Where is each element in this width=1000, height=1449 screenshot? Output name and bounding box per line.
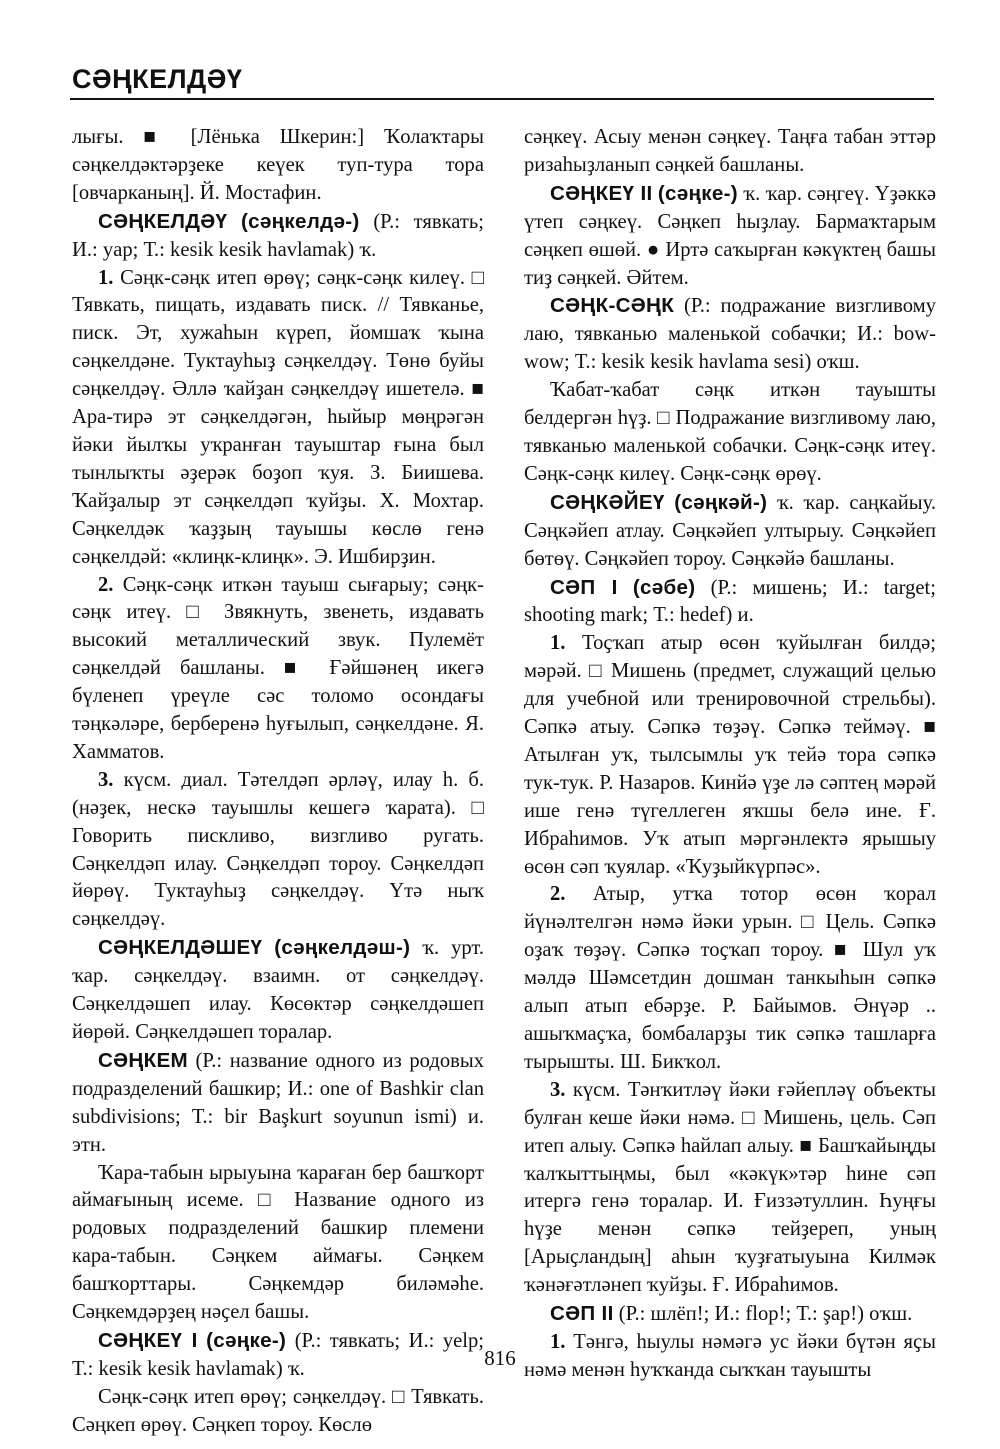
entry-text: (Р.: тявкать; И.: yelp; Т.: kesik kesik havlamak) ҡ. [72,1329,484,1380]
entry-text: (Р.: мишень; И.: target; shooting mark; Т.: hedef) и. [524,576,936,627]
entry-text: күсм. Тәнҡитләү йәки ғәйепләү объекты булған кеше йәки нәмә. □ Мишень, цель. Сәп итеп алыу. Сәпкә һайлап алыу. ■ Башҡайыңды ҡалҡыттыңмы, был «кәкүк»тәр һине сәп итергә генә торалар. И. Ғиззәтуллин. Һуңғы һүҙе менән сәпкә тейҙереп, уның [Арыҫландың] аһын ҡуҙғатыуына Килмәк ҡәнәғәтләнеп ҡуйҙы. Ғ. Ибраһимов. [524,1078,936,1297]
entry-text: сәңкеү. Асыу менән сәңкеү. Таңға табан эттәр ризаһыҙланып сәңкей башланы. [524,126,936,176]
entry-paragraph [524,630,936,881]
sense-number: 1. [550,632,566,655]
sense-number: 2. [98,573,114,596]
dictionary-entry [524,489,936,574]
entry-paragraph [72,767,484,934]
dictionary-entry [524,574,936,631]
headword: СӘҢК-СӘҢК [550,294,675,318]
dictionary-entry [72,934,484,1047]
sense-number: 1. [98,266,114,289]
entry-text: (Р.: подражание визгливому лаю, тявканью маленькой собачки; И.: bow-wow; Т.: kesik kesik havlama sesi) оҡш. [524,295,936,374]
page-number: 816 [484,1346,516,1370]
left-column [72,124,484,1440]
header-rule [70,98,934,100]
headword-form: (сәңкелдә-) [240,209,360,233]
entry-paragraph [524,124,936,180]
entry-text: ҡ. ҡар. саңкайыу. Сәңкәйеп атлау. Сәңкәйеп ултырыу. Сәңкәйеп бөтөү. Сәңкәйеп тороу. Сәңкәйә башланы. [524,491,936,570]
headword-form: (сәңке-) [206,1328,287,1352]
running-head: СӘҢКЕЛДӘҮ [72,64,243,94]
headword-form: (сәңкелдәш-) [274,936,411,960]
dictionary-entry [524,1300,936,1329]
dictionary-entry [524,292,936,377]
entry-text: лығы. ■ [Лёнька Шкерин:] Ҡолаҡтары сәңкелдәктәрҙеке кеүек туп-тура тора [овчарканың]. Й. Мостафин. [72,126,484,204]
entry-text: Сәңк-сәңк итеп өрөү; сәңкелдәү. □ Тявкать. Сәңкеп өрөү. Сәңкеп тороу. Көслө [72,1385,484,1436]
headword: СӘҢКӘЙЕҮ [550,490,665,514]
sense-number: 3. [98,768,114,791]
headword: СӘҢКЕЛДӘШЕҮ [98,936,263,960]
headword: СӘҢКЕМ [98,1048,188,1072]
entry-text: Сәңк-сәңк итеп өрөү; сәңк-сәңк килеү. □ Тявкать, пищать, издавать писк. // Тявканье, писк. Эт, хужаһын күреп, йомшаҡ ҡына сәңкелдәне. Туктауһыҙ сәңкелдәү. Төнө буйы сәңкелдәү. Әллә ҡайҙан сәңкелдәү ишетелә. ■ Ара-тирә эт сәңкелдәгән, һыйыр мөңрәгән йәки йылҡы уҡранған тауыштар ғына был тынлыҡты әҙерәк боҙоп ҡуя. З. Биишева. Ҡайҙалыр эт сәңкелдәп ҡуйҙы. Х. Мохтар. Сәңкелдәк ҡаҙҙың тауышы көслө генә сәңкелдәй: «клиңк-клиңк». Э. Ишбирҙин. [72,266,485,568]
right-column [524,124,936,1385]
entry-paragraph [524,1077,936,1300]
dictionary-entry [524,180,936,293]
entry-text: (Р.: тявкать; И.: yap; Т.: kesik kesik havlamak) ҡ. [72,210,485,261]
headword: СӘП I [550,575,618,599]
headword: СӘҢКЕЛДӘҮ [98,209,228,233]
entry-paragraph [524,377,936,489]
entry-paragraph [72,265,484,572]
headword: СӘҢКЕҮ I [98,1328,198,1352]
entry-text: (Р.: шлёп!; И.: flop!; Т.: şap!) оҡш. [618,1303,913,1326]
entry-text: Тәнгә, һыулы нәмәгә ус йәки бүтән яҫы нәмә менән һуҡҡанда сыҡҡан тауышты [524,1330,937,1381]
headword-form: (сәңке-) [657,181,738,205]
entry-text: ҡ. урт. ҡар. сәңкелдәү. взаимн. от сәңкелдәү. Сәңкелдәшеп илау. Көсөктәр сәңкелдәшеп йөрөй. Сәңкелдәшеп торалар. [72,937,485,1043]
entry-text: Сәңк-сәңк иткән тауыш сығарыу; сәңк-сәңк итеү. □ Звякнуть, звенеть, издавать высокий металлический звук. Пулемёт сәңкелдәй башланы. ■ Ғәйшәнең икегә бүленеп үреүле сәс толомо осондағы тәңкәләре, берберенә һуғылып, сәңкелдәне. Я. Хамматов. [72,573,485,763]
entry-paragraph [72,1160,484,1327]
headword-form: (сәңкәй-) [674,490,768,514]
headword-form: (сәбе) [632,575,696,599]
entry-text: күсм. диал. Тәтелдәп әрләү, илау һ. б. (нәҙек, нескә тауышлы кешегә ҡарата). □ Говорить пискливо, визгливо ругать. Сәңкелдәп илау. Сәңкелдәп тороу. Сәңкелдәп йөрөү. Туктауһыҙ сәңкелдәү. Үтә ныҡ сәңкелдәү. [72,768,485,931]
entry-text: ҡ. ҡар. сәңгеү. Үҙәккә үтеп сәңкеү. Сәңкеп һыҙлау. Бармаҡтарым сәңкеп өшөй. ● Иртә саҡырған кәкүктең башы тиҙ сәңкей. Әйтем. [524,182,937,289]
entry-text: Атыр, утҡа тотор өсөн ҡорал йүнәлтелгән нәмә йәки урын. □ Цель. Сәпкә оҙаҡ төҙәү. Сәпкә тоҫҡап тороу. ■ Шул уҡ мәлдә Шәмсетдин дошман танкыһын сәпкә алып атып ебәрҙе. Р. Байымов. Әнүәр .. ашыҡмаҫҡа, бомбаларҙы тик сәпкә ташларға тырышты. Ш. Бикҡол. [524,883,936,1073]
headword: СӘҢКЕҮ II [550,181,653,205]
entry-text: Ҡабат-ҡабат сәңк иткән тауышты белдергән һүҙ. □ Подражание визгливому лаю, тявканью маленькой собачки. Сәңк-сәңк итеү. Сәңк-сәңк килеү. Сәңк-сәңк өрөү. [524,379,936,485]
entry-text: Ҡара-табын ырыуына ҡараған бер башҡорт аймағының исеме. □ Название одного из родовых подразделений башкир племени кара-табын. Сәңкем аймағы. Сәңкем башҡорттары. Сәңкемдәр биләмәһе. Сәңкемдәрҙең нәҫел башы. [72,1161,484,1324]
sense-number: 2. [550,883,566,906]
entry-paragraph [524,881,936,1076]
entry-paragraph [72,1384,484,1440]
entry-paragraph [72,124,484,208]
headword: СӘП II [550,1302,614,1326]
sense-number: 1. [550,1330,566,1353]
sense-number: 3. [550,1078,566,1101]
entry-text: (Р.: название одного из родовых подразделений башкир; И.: one of Bashkir clan subdivisions; Т.: bir Başkurt soyunun ismi) и. этн. [72,1049,484,1156]
dictionary-entry [72,208,484,265]
dictionary-entry [72,1047,484,1160]
entry-text: Тоҫҡап атыр өсөн ҡуйылған билдә; мәрәй. □ Мишень (предмет, служащий целью для учебной или тренировочной стрельбы). Сәпкә атыу. Сәпкә төҙәү. Сәпкә теймәү. ■ Атылған уҡ, тылсымлы уҡ тейә тора сәпкә тук-тук. Р. Назаров. Кинйә үҙе лә сәптең мәрәй ише генә түгеллеген яҡшы белә ине. Ғ. Ибраһимов. Уҡ атып мәргәнлектә ярышыу өсөн сәп ҡуялар. «Ҡуҙыйкүрпәс». [524,632,936,878]
entry-paragraph [72,572,484,767]
